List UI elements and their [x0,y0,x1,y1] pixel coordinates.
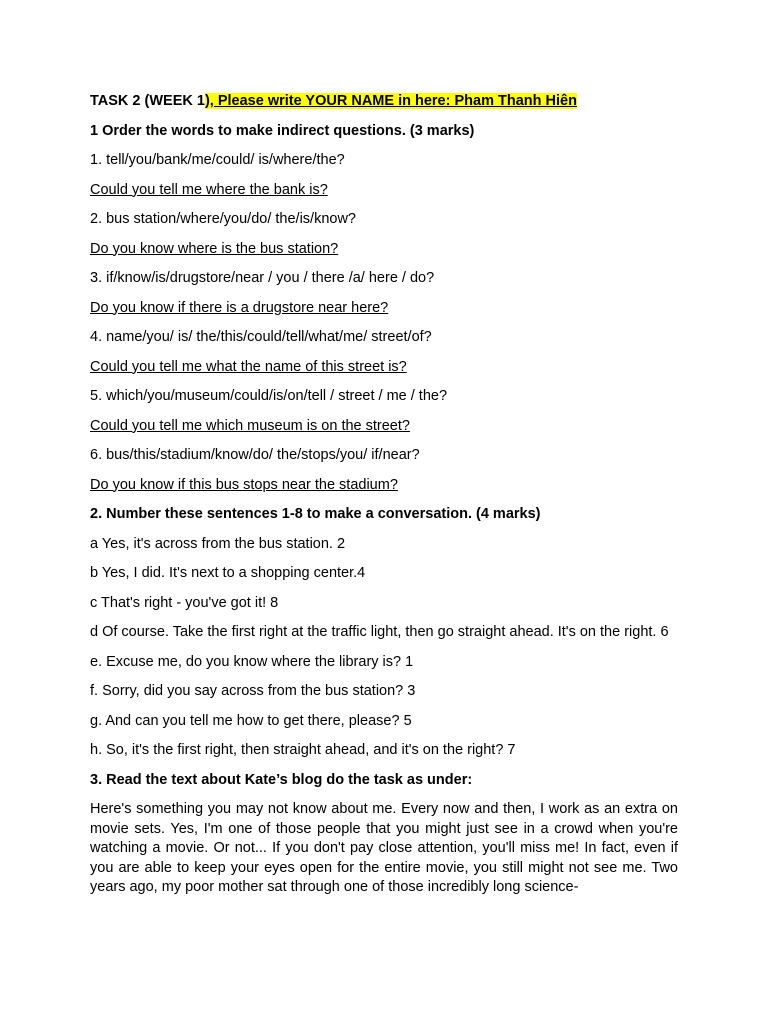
section3-heading: 3. Read the text about Kate’s blog do the task as under: [90,771,473,788]
document-page [90,92,678,908]
question-4-answer: Could you tell me what the name of this street is? [90,358,407,375]
blog-paragraph: Here's something you may not know about me. Every now and then, I work as an extra on movie sets. Yes, I'm one of those people that you might just see in a crowd when you're watching a movie. Or not... If you don't pay close attention, you'll miss me! In fact, even if you are able to keep your eyes open for the entire movie, you still might not see me. Two years ago, my poor mother sat through one of those incredibly long science- [90,801,678,895]
question-2-answer: Do you know where is the bus station? [90,240,339,257]
section2-heading: 2. Number these sentences 1-8 to make a conversation. (4 marks) [90,506,541,522]
task-header [90,92,678,111]
conversation-line-d: d Of course. Take the first right at the traffic light, then go straight ahead. It's on the right. 6 [90,624,669,640]
question-6-prompt: 6. bus/this/stadium/know/do/ the/stops/you/ if/near? [90,447,420,463]
question-6-answer: Do you know if this bus stops near the stadium? [90,476,398,493]
conversation-line-f: f. Sorry, did you say across from the bus station? 3 [90,683,416,699]
conversation-line-h: h. So, it's the first right, then straight ahead, and it's on the right? 7 [90,742,516,758]
question-1-prompt: 1. tell/you/bank/me/could/ is/where/the? [90,152,345,168]
conversation-line-e: e. Excuse me, do you know where the library is? 1 [90,653,414,670]
conversation-line-a: a Yes, it's across from the bus station. 2 [90,535,346,552]
name-prompt: ), Please write YOUR NAME in here: Pham Thanh Hiên [204,93,577,109]
question-3-answer: Do you know if there is a drugstore near here? [90,299,389,316]
question-2-prompt: 2. bus station/where/you/do/ the/is/know? [90,211,356,227]
question-3-prompt: 3. if/know/is/drugstore/near / you / there /a/ here / do? [90,270,435,286]
question-5-prompt: 5. which/you/museum/could/is/on/tell / street / me / the? [90,388,448,404]
conversation-line-g: g. And can you tell me how to get there, please? 5 [90,712,412,729]
question-4-prompt: 4. name/you/ is/ the/this/could/tell/what/me/ street/of? [90,329,432,345]
question-1-answer: Could you tell me where the bank is? [90,181,328,198]
conversation-line-b: b Yes, I did. It's next to a shopping center.4 [90,565,366,581]
question-5-answer: Could you tell me which museum is on the street? [90,417,410,434]
task-label: TASK 2 (WEEK 1 [90,93,205,109]
conversation-line-c: c That's right - you've got it! 8 [90,594,279,611]
section1-heading: 1 Order the words to make indirect questions. (3 marks) [90,122,475,139]
